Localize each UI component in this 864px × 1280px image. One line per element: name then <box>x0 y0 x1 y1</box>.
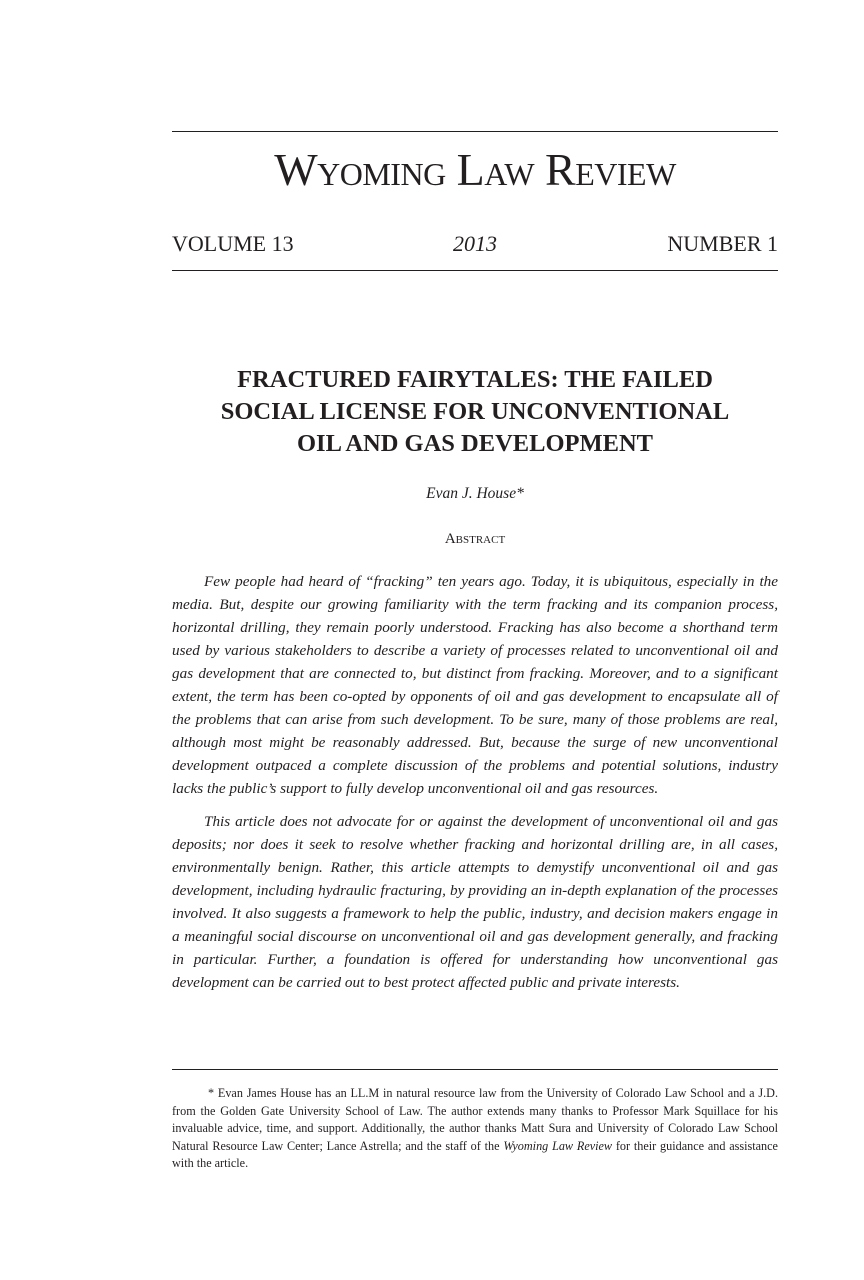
journal-title: Wyoming Law Review <box>274 144 676 195</box>
top-rule <box>172 131 778 132</box>
abstract-paragraph: This article does not advocate for or against the development of unconventional oil and gas deposits; nor does it seek to resolve whether fracking and horizontal drilling are, in all cases, environmentally benign. Rather, this article attempts to demystify unconventional oil and gas development, including hydraulic fracturing, by providing an in-depth explanation of the processes involved. It also suggests a framework to help the public, industry, and decision makers engage in a meaningful social discourse on unconventional oil and gas development generally, and fracking in particular. Further, a foundation is offered for understanding how unconventional gas development can be carried out to best protect affected public and private interests. <box>172 813 778 991</box>
abstract-paragraph: Few people had heard of “fracking” ten years ago. Today, it is ubiquitous, especially in the media. But, despite our growing familiarity with the term fracking and its companion process, horizontal drilling, they remain poorly understood. Fracking has also become a shorthand term used by various stakeholders to describe a variety of processes related to unconventional oil and gas development that are connected to, but distinct from fracking. Moreover, and to a significant extent, the term has been co-opted by opponents of oil and gas development to encapsulate all of the problems that can arise from such development. To be sure, many of those problems are real, although most might be reasonably addressed. But, because the surge of new unconventional development outpaced a complete discussion of the problems and potential solutions, industry lacks the public’s support to fully develop unconventional oil and gas resources. <box>172 573 778 797</box>
author-name: Evan J. House* <box>426 485 524 502</box>
year-label: 2013 <box>453 231 497 256</box>
article-title-line: SOCIAL LICENSE FOR UNCONVENTIONAL <box>220 398 730 425</box>
number-label: NUMBER 1 <box>667 231 778 256</box>
author-footnote <box>172 1085 778 1173</box>
footnote-paragraph <box>172 1085 778 1173</box>
footnote-journal-name: Wyoming Law Review <box>503 1138 613 1153</box>
footnote-text: * Evan James House has an LL.M in natural resource law from the University of Colorado Law School and a J.D. from the Golden Gate University School of Law. The author extends many thanks to Professor Mark Squillace for his invaluable advice, time, and support. Additionally, the author thanks Matt Sura and University of Colorado Law School Natural Resource Law Center; Lance Astrella; and the staff of the <box>172 1086 778 1153</box>
footnote-rule <box>172 1069 778 1070</box>
volume-label: VOLUME 13 <box>172 231 294 256</box>
abstract-body <box>172 570 778 1004</box>
article-title <box>172 364 778 460</box>
header-bottom-rule <box>172 270 778 271</box>
footnote-text-end: for their guidance and assistance with the article. <box>172 1138 778 1171</box>
abstract-heading: Abstract <box>444 531 506 547</box>
volume-line <box>172 230 778 258</box>
article-title-line: FRACTURED FAIRYTALES: THE FAILED <box>237 366 713 393</box>
article-title-line: OIL AND GAS DEVELOPMENT <box>297 430 653 457</box>
